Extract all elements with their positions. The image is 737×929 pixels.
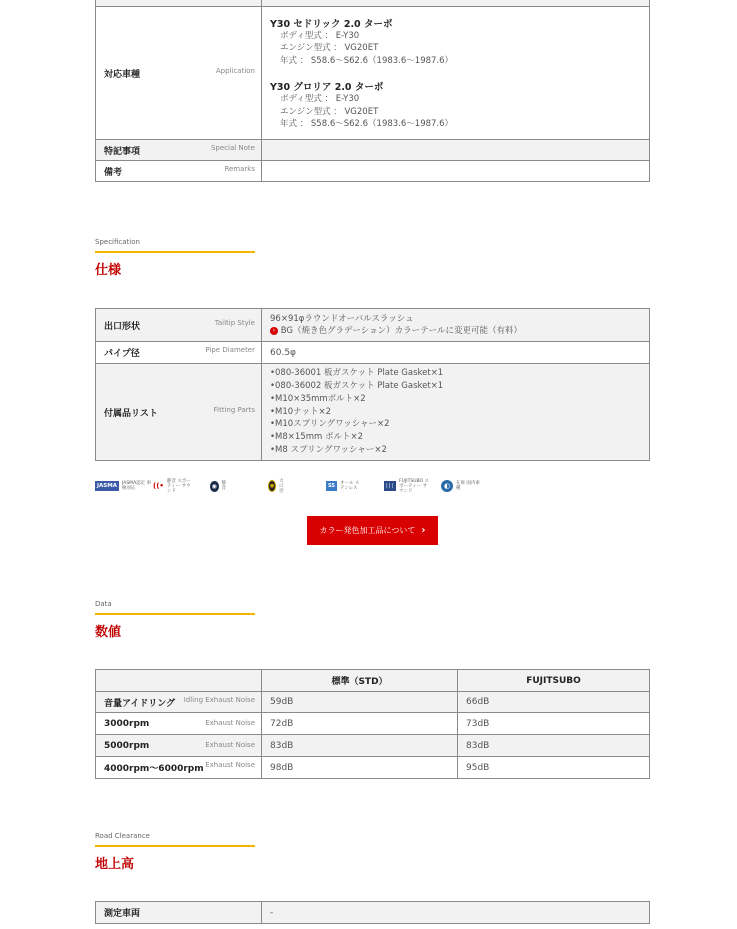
- table-row: [96, 735, 650, 757]
- tailtip-row: [96, 309, 650, 342]
- fujitsubo-value: 95dB: [458, 757, 650, 779]
- application-label: 対応車種: [104, 69, 141, 80]
- parts-label-en: Fitting Parts: [213, 405, 255, 414]
- jasma-badge-icon: JASMA JASMA認定 車検対応: [97, 481, 152, 491]
- remarks-label-en: Remarks: [224, 164, 255, 173]
- row-label-en: Exhaust Noise: [205, 761, 255, 769]
- stainless-icon: SS オール ステンレス: [328, 481, 360, 491]
- table-header-cell: 標準（STD）: [262, 670, 458, 692]
- clearance-section-title: 地上高: [95, 857, 135, 872]
- remarks-label: 備考: [104, 167, 123, 178]
- application-label-en: Application: [215, 66, 255, 75]
- vehicle-year: 年式 ： S58.6～S62.6（1983.6～1987.6）: [280, 55, 454, 66]
- data-section-en: Data: [95, 600, 112, 608]
- table-row: [96, 902, 650, 924]
- tailtip-style: 96×91φラウンドオーバルスラッシュ: [270, 314, 414, 324]
- vehicle-title: Y30 セドリック 2.0 ターボ: [270, 18, 393, 30]
- vehicle-body: ボディ型式 ： E-Y30: [280, 94, 360, 104]
- vehicle-block: [270, 16, 649, 68]
- list-item: •080-36001 板ガスケット Plate Gasket×1: [270, 368, 444, 379]
- row-label: 4000rpm～6000rpm: [104, 764, 204, 774]
- std-value: 83dB: [262, 735, 458, 757]
- fujitsubo-value: 66dB: [458, 692, 650, 713]
- quiet-icon: ◉ 静音: [211, 481, 227, 491]
- pipe-label: パイプ径: [104, 349, 140, 359]
- spec-table: [95, 308, 650, 461]
- row-label-en: Exhaust Noise: [205, 740, 255, 749]
- vehicle-block: [270, 79, 649, 131]
- remarks-row: [96, 161, 650, 182]
- parts-list: [270, 367, 649, 457]
- list-item: •M10ナット×2: [270, 406, 332, 417]
- special-note-row: [96, 140, 650, 161]
- row-label-en: Exhaust Noise: [205, 718, 255, 727]
- spec-section-underline: [95, 251, 255, 253]
- table-row: [96, 713, 650, 735]
- special-note-label-en: Special Note: [210, 143, 255, 152]
- remarks-value: [262, 161, 650, 182]
- clearance-section-en: Road Clearance: [95, 832, 150, 840]
- clearance-section-underline: [95, 845, 255, 847]
- domestic-icon: ◐ 在庫 国内車種: [441, 478, 480, 494]
- parts-label: 付属品リスト: [104, 408, 158, 419]
- pipe-label-en: Pipe Diameter: [205, 346, 255, 354]
- row-label: 音量アイドリング: [104, 698, 176, 709]
- row-label: 5000rpm: [104, 740, 150, 751]
- data-section-title: 数値: [95, 625, 122, 640]
- list-item: •M10×35mmボルト×2: [270, 393, 366, 404]
- chevron-right-icon: ›: [421, 525, 426, 536]
- vehicle-year: 年式 ： S58.6～S62.6（1983.6～1987.6）: [280, 119, 454, 129]
- spec-section-en: Specification: [95, 238, 140, 246]
- pipe-row: [96, 342, 650, 364]
- tailtip-label-en: Tailtip Style: [214, 318, 255, 327]
- vehicle-body: ボディ型式 ： E-Y30: [280, 30, 360, 41]
- arrow-circle-icon: ›: [270, 327, 278, 335]
- parts-row: [96, 364, 650, 461]
- fujitsubo-value: 73dB: [458, 713, 650, 735]
- tailtip-color-text: BG（焼き色グラデーション）カラーテールに変更可能（有料）: [280, 326, 522, 336]
- fujitsubo-value: 83dB: [458, 735, 650, 757]
- clearance-label: 測定車両: [104, 909, 141, 919]
- vehicle-engine: エンジン型式 ： VG20ET: [280, 43, 379, 53]
- table-row: [96, 757, 650, 779]
- fujitsubo-sound-icon: ||| FUJITSUBO スポーティー サウンド: [386, 478, 429, 494]
- std-value: 98dB: [262, 757, 458, 779]
- noise-data-table: [95, 669, 650, 779]
- list-item: •M8 スプリングワッシャー×2: [270, 444, 387, 455]
- list-item: •M10スプリングワッシャー×2: [270, 419, 390, 430]
- clearance-table: [95, 901, 650, 924]
- application-row: [96, 7, 650, 140]
- application-table: [95, 0, 650, 182]
- color-processing-button[interactable]: [307, 516, 438, 545]
- special-note-label: 特記事項: [104, 146, 141, 157]
- table-header-row: [96, 670, 650, 692]
- std-value: 72dB: [262, 713, 458, 735]
- vehicle-title: Y30 グロリア 2.0 ターボ: [270, 82, 384, 93]
- vehicle-engine: エンジン型式 ： VG20ET: [280, 106, 379, 117]
- row-label: 3000rpm: [104, 718, 150, 729]
- table-header-cell: [96, 670, 262, 692]
- pipe-value: 60.5φ: [262, 342, 650, 364]
- table-row: [96, 692, 650, 713]
- row-label-en: Idling Exhaust Noise: [183, 695, 255, 704]
- clearance-value: -: [262, 902, 650, 924]
- tailtip-color-note: [270, 325, 649, 337]
- data-section-underline: [95, 613, 255, 615]
- special-note-value: [262, 140, 650, 161]
- table-header-cell: FUJITSUBO: [458, 670, 650, 692]
- spec-section-title: 仕様: [95, 263, 122, 278]
- list-item: •M8×15mm ボルト×2: [270, 432, 363, 443]
- large-diameter-icon: ● 大口径: [269, 478, 284, 494]
- list-item: •080-36002 板ガスケット Plate Gasket×1: [270, 381, 444, 391]
- tailtip-label: 出口形状: [104, 321, 141, 332]
- color-processing-button-label: カラー発色加工品について: [319, 526, 416, 535]
- std-value: 59dB: [262, 692, 458, 713]
- sound-icon: ((• 静音 スポーティー サウンド: [153, 478, 191, 494]
